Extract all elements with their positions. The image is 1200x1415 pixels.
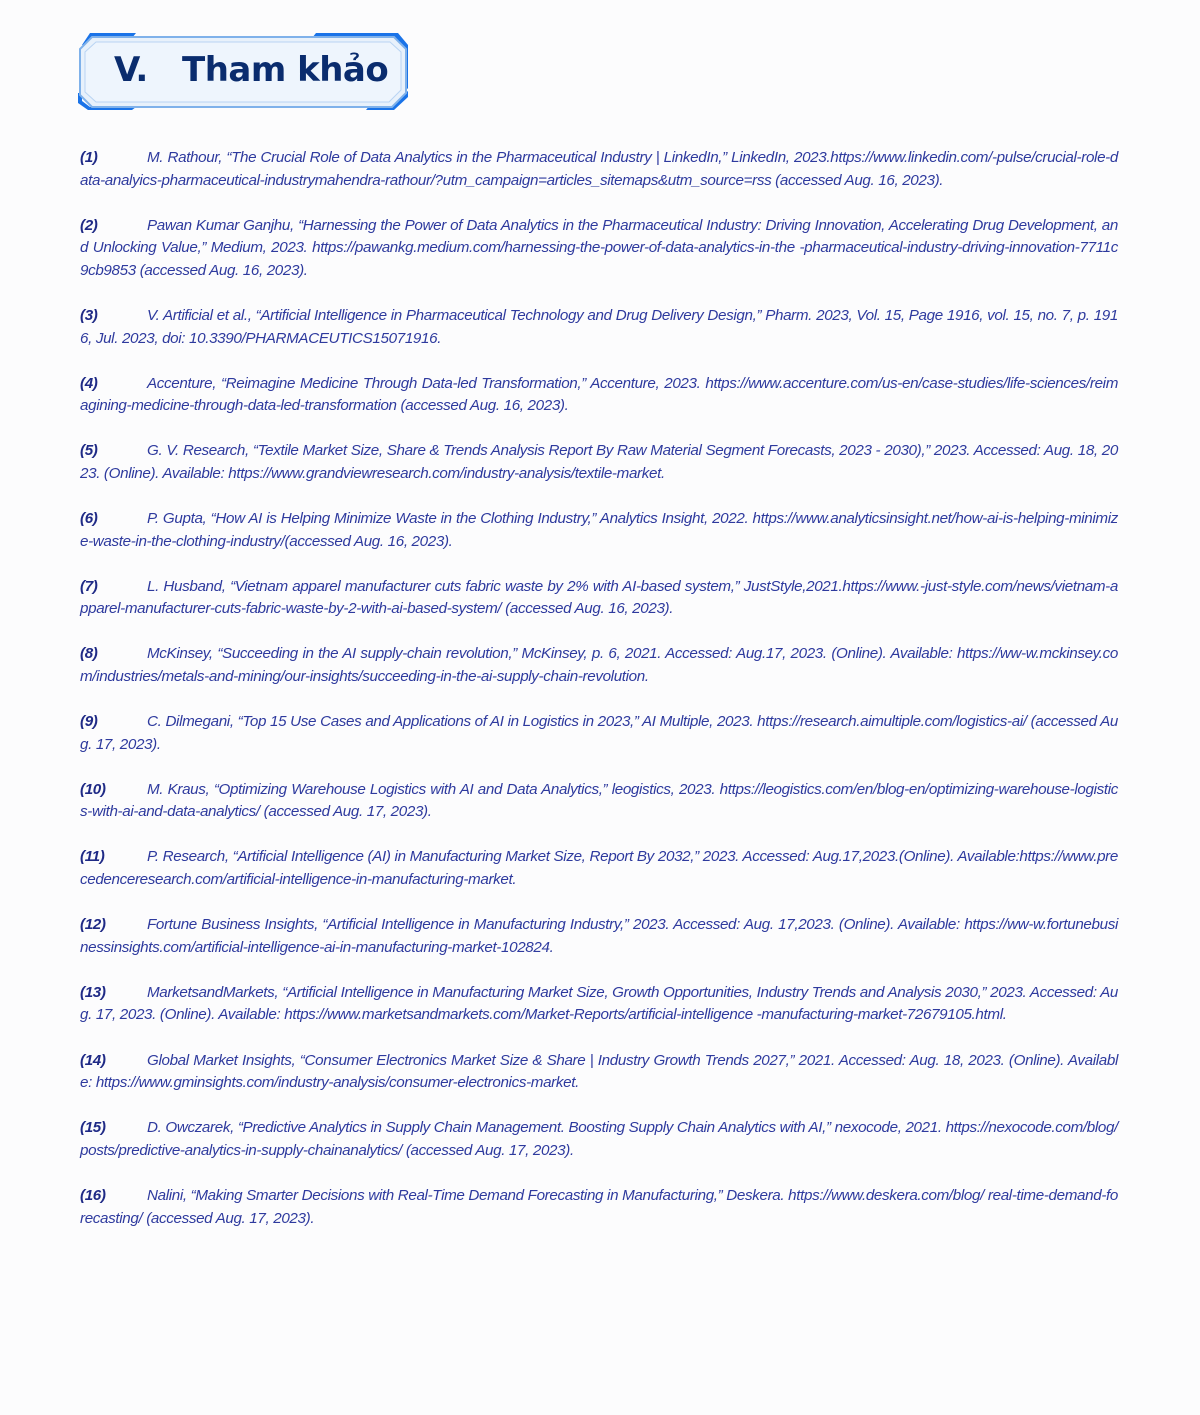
reference-item <box>80 846 1118 891</box>
reference-item <box>80 576 1118 621</box>
reference-number: (9) <box>80 713 98 731</box>
reference-item <box>80 914 1118 959</box>
reference-text: P. Gupta, “How AI is Helping Minimize Waste in the Clothing Industry,” Analytics Insight, 2022. https://www.analyticsinsight.net/how-ai-is-helping-minimize-waste-in-the-clothing-industry/(accessed Aug. 16, 2023). <box>80 510 1118 550</box>
reference-item <box>80 1117 1118 1162</box>
reference-text: D. Owczarek, “Predictive Analytics in Supply Chain Management. Boosting Supply Chain Analytics with AI,” nexocode, 2021. https://nexocode.com/blog/posts/predictive-analytics-in-supply-chainanalytics/ (accessed Aug. 17, 2023). <box>80 1119 1118 1159</box>
reference-list <box>80 147 1118 1253</box>
section-number: V. <box>114 50 148 90</box>
reference-text: P. Research, “Artificial Intelligence (AI) in Manufacturing Market Size, Report By 2032,” 2023. Accessed: Aug.17,2023.(Online). Available:https://www.precedenceresearch.com/artificial-intelligence-in-manufacturing-market. <box>80 848 1118 889</box>
reference-number: (12) <box>80 916 106 934</box>
section-title <box>114 48 388 92</box>
reference-text: Pawan Kumar Ganjhu, “Harnessing the Power of Data Analytics in the Pharmaceutical Industry: Driving Innovation, Accelerating Drug Development, and Unlocking Value,” Medium, 2023. https://pawankg.medium.com/harnessing-the-power-of-data-analytics-in-the -pharmaceutical-industry-driving-innovation-7711c9cb9853 (accessed Aug. 16, 2023). <box>80 216 1118 279</box>
reference-number: (3) <box>80 306 98 324</box>
reference-number: (1) <box>80 149 98 166</box>
reference-text: L. Husband, “Vietnam apparel manufacturer cuts fabric waste by 2% with AI-based system,” JustStyle,2021.https://www.-just-style.com/news/vietnam-apparel-manufacturer-cuts-fabric-waste-by-2-with-ai-based-system/ (accessed Aug. 16, 2023). <box>80 577 1118 618</box>
reference-number: (6) <box>80 510 98 528</box>
reference-item <box>80 1185 1118 1230</box>
reference-text: G. V. Research, “Textile Market Size, Share & Trends Analysis Report By Raw Material Segment Forecasts, 2023 - 2030),” 2023. Accessed: Aug. 18, 2023. (Online). Available: https://www.grandviewresearch.com/industry-analysis/textile-market. <box>80 442 1118 482</box>
reference-number: (4) <box>80 374 98 392</box>
reference-number: (14) <box>80 1051 106 1069</box>
reference-number: (8) <box>80 645 98 663</box>
reference-text: Fortune Business Insights, “Artificial Intelligence in Manufacturing Industry,” 2023. Accessed: Aug. 17,2023. (Online). Available: https://ww-w.fortunebusinessinsights.com/artificial-intelligence-ai-in-manufacturing-market-102824. <box>80 916 1118 956</box>
reference-item <box>80 305 1118 350</box>
reference-item <box>80 779 1118 824</box>
reference-item <box>80 643 1118 688</box>
reference-item <box>80 1050 1118 1095</box>
reference-number: (16) <box>80 1186 106 1204</box>
reference-text: McKinsey, “Succeeding in the AI supply-chain revolution,” McKinsey, p. 6, 2021. Accessed: Aug.17, 2023. (Online). Available: https://ww-w.mckinsey.com/industries/metals-and-mining/our-insights/succeeding-in-the-ai-supply-chain-revolution. <box>80 645 1118 685</box>
reference-text: C. Dilmegani, “Top 15 Use Cases and Applications of AI in Logistics in 2023,” AI Multiple, 2023. https://research.aimultiple.com/logistics-ai/ (accessed Aug. 17, 2023). <box>80 713 1118 753</box>
reference-item <box>80 711 1118 756</box>
reference-item <box>80 147 1118 192</box>
section-title-text: Tham khảo <box>182 50 389 90</box>
section-header <box>76 31 410 111</box>
reference-item <box>80 440 1118 485</box>
reference-number: (5) <box>80 442 98 460</box>
reference-item <box>80 508 1118 553</box>
reference-text: Global Market Insights, “Consumer Electronics Market Size & Share | Industry Growth Trends 2027,” 2021. Accessed: Aug. 18, 2023. (Online). Available: https://www.gminsights.com/industry-analysis/consumer-electronics-market. <box>80 1051 1118 1092</box>
reference-number: (15) <box>80 1119 106 1137</box>
reference-number: (13) <box>80 983 106 1001</box>
reference-item <box>80 373 1118 418</box>
reference-number: (10) <box>80 780 106 798</box>
reference-number: (7) <box>80 577 98 595</box>
reference-text: M. Kraus, “Optimizing Warehouse Logistics with AI and Data Analytics,” leogistics, 2023. https://leogistics.com/en/blog-en/optimizing-warehouse-logistics-with-ai-and-data-analytics/ (accessed Aug. 17, 2023). <box>80 780 1118 821</box>
reference-text: Nalini, “Making Smarter Decisions with Real-Time Demand Forecasting in Manufacturing,” Deskera. https://www.deskera.com/blog/ real-time-demand-forecasting/ (accessed Aug. 17, 2023). <box>80 1186 1118 1227</box>
reference-text: MarketsandMarkets, “Artificial Intelligence in Manufacturing Market Size, Growth Opportunities, Industry Trends and Analysis 2030,” 2023. Accessed: Aug. 17, 2023. (Online). Available: https://www.marketsandmarkets.com/Market-Reports/artificial-intelligence -manufacturing-market-72679105.html. <box>80 983 1118 1024</box>
reference-item <box>80 215 1118 283</box>
reference-text: V. Artificial et al., “Artificial Intelligence in Pharmaceutical Technology and Drug Delivery Design,” Pharm. 2023, Vol. 15, Page 1916, vol. 15, no. 7, p. 1916, Jul. 2023, doi: 10.3390/PHARMACEUTICS15071916. <box>80 306 1118 347</box>
reference-item <box>80 982 1118 1027</box>
reference-text: M. Rathour, “The Crucial Role of Data Analytics in the Pharmaceutical Industry | LinkedIn,” LinkedIn, 2023.https://www.linkedin.com/-pulse/crucial-role-data-analyics-pharmaceutical-industrymahendra-rathour/?utm_campaign=articles_sitemaps&utm_source=rss (accessed Aug. 16, 2023). <box>80 149 1118 189</box>
reference-text: Accenture, “Reimagine Medicine Through Data-led Transformation,” Accenture, 2023. https://www.accenture.com/us-en/case-studies/life-sciences/reimagining-medicine-through-data-led-transformation (accessed Aug. 16, 2023). <box>80 374 1118 415</box>
reference-number: (2) <box>80 216 98 234</box>
reference-number: (11) <box>80 848 105 866</box>
